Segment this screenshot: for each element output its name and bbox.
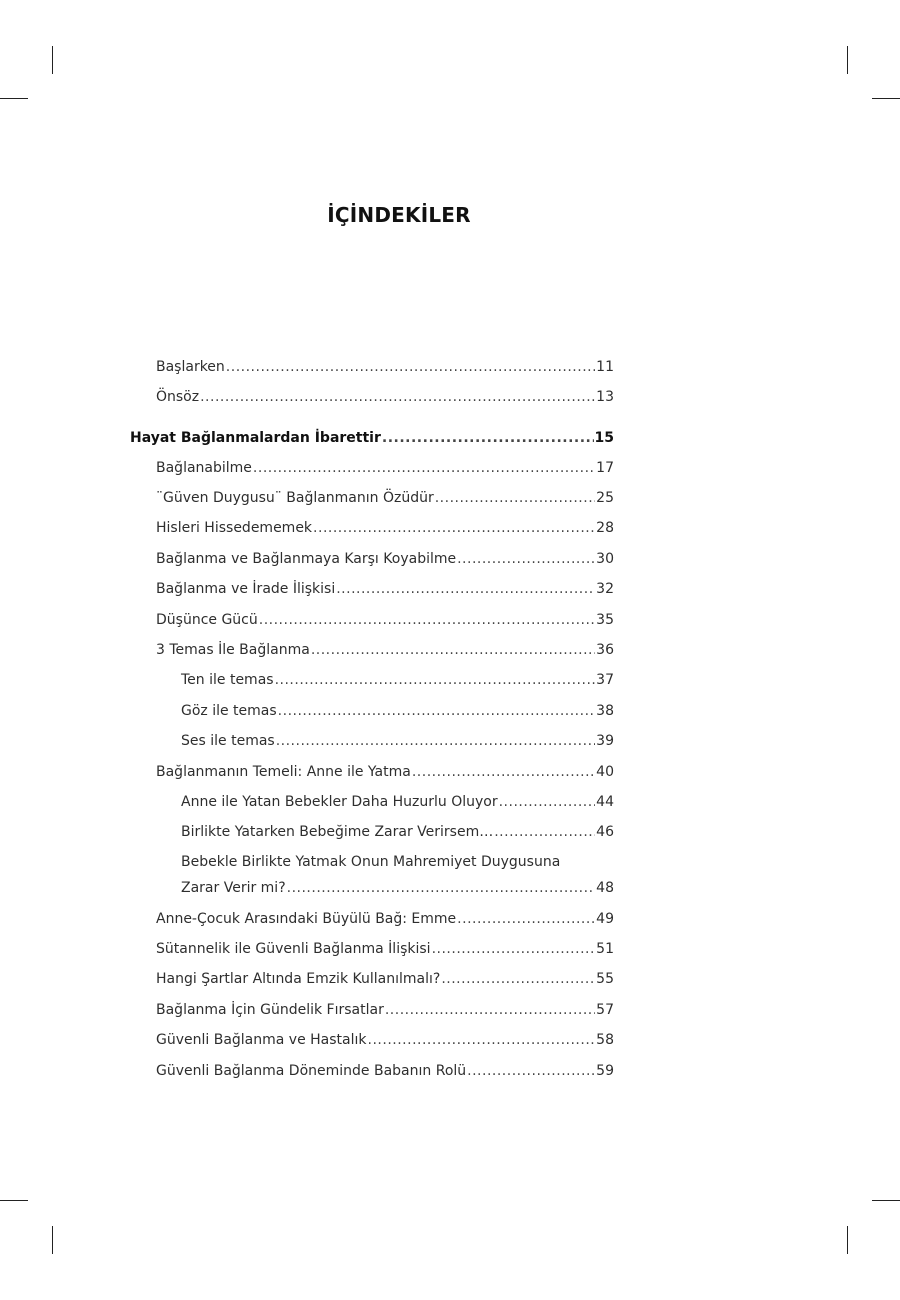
toc-entry-label: Düşünce Gücü xyxy=(156,612,258,628)
toc-entry-label: Hayat Bağlanmalardan İbarettir xyxy=(130,430,381,446)
toc-entry xyxy=(156,1001,614,1019)
toc-entry-page: 57 xyxy=(596,1002,614,1018)
toc-entry-page: 58 xyxy=(596,1032,614,1048)
toc-entry-page: 46 xyxy=(596,824,614,840)
toc-entry-label: Birlikte Yatarken Bebeğime Zarar Verirsem… xyxy=(181,824,494,840)
toc-entry-label: Anne ile Yatan Bebekler Daha Huzurlu Oluyor xyxy=(181,794,498,810)
crop-mark-top-left-vertical xyxy=(52,46,53,74)
crop-mark-bottom-left-vertical xyxy=(52,1226,53,1254)
toc-entry xyxy=(156,1031,614,1049)
leader-dots xyxy=(336,580,595,598)
toc-entry-label: Ses ile temas xyxy=(181,733,275,749)
toc-entry xyxy=(156,940,614,958)
toc-entry xyxy=(156,580,614,598)
leader-dots xyxy=(457,910,595,928)
crop-mark-top-right-horizontal xyxy=(872,98,900,99)
toc-entry-page: 37 xyxy=(596,672,614,688)
leader-dots xyxy=(311,641,595,659)
toc-entry-label: Hisleri Hissedememek xyxy=(156,520,313,536)
leader-dots xyxy=(385,1001,595,1019)
toc-entry-label: Bağlanma ve Bağlanmaya Karşı Koyabilme xyxy=(156,551,457,567)
leader-dots xyxy=(457,550,595,568)
toc-subentry xyxy=(181,702,614,720)
toc-entry xyxy=(156,1062,614,1080)
leader-dots xyxy=(441,970,595,988)
crop-mark-top-left-horizontal xyxy=(0,98,28,99)
leader-dots xyxy=(412,763,595,781)
toc-entry-page: 49 xyxy=(596,911,614,927)
toc-subentry xyxy=(181,823,614,841)
toc-entry xyxy=(156,459,614,477)
toc-entry-label: Anne-Çocuk Arasındaki Büyülü Bağ: Emme xyxy=(156,911,457,927)
toc-entry-page: 39 xyxy=(596,733,614,749)
toc-entry-page: 32 xyxy=(596,581,614,597)
toc-entry-page: 35 xyxy=(596,612,614,628)
page-title: İÇİNDEKİLER xyxy=(327,203,471,227)
toc-entry-label: Göz ile temas xyxy=(181,703,277,719)
leader-dots xyxy=(467,1062,595,1080)
toc-entry-label: Bebekle Birlikte Yatmak Onun Mahremiyet Duygusuna xyxy=(181,854,561,870)
toc-entry-label: Güvenli Bağlanma ve Hastalık xyxy=(156,1032,367,1048)
toc-entry xyxy=(156,388,614,406)
toc-entry-page: 30 xyxy=(596,551,614,567)
toc-entry-page: 38 xyxy=(596,703,614,719)
toc-entry-page: 13 xyxy=(596,389,614,405)
leader-dots xyxy=(278,702,596,720)
toc-entry-label: Bağlanabilme xyxy=(156,460,252,476)
toc-entry xyxy=(156,519,614,537)
toc-entry xyxy=(156,641,614,659)
toc-subentry xyxy=(181,732,614,750)
toc-subentry xyxy=(181,671,614,689)
leader-dots xyxy=(275,671,596,689)
toc-entry-label: Bağlanmanın Temeli: Anne ile Yatma xyxy=(156,764,411,780)
crop-mark-bottom-right-vertical xyxy=(847,1226,848,1254)
crop-mark-top-right-vertical xyxy=(847,46,848,74)
toc-entry-page: 28 xyxy=(596,520,614,536)
toc-entry-label: Sütannelik ile Güvenli Bağlanma İlişkisi xyxy=(156,941,431,957)
leader-dots xyxy=(435,489,595,507)
crop-mark-bottom-left-horizontal xyxy=(0,1200,28,1201)
toc-entry xyxy=(156,489,614,507)
toc-entry-label: Başlarken xyxy=(156,359,225,375)
toc-subentry-line1 xyxy=(181,853,614,871)
leader-dots xyxy=(287,879,596,897)
toc-entry-label: Önsöz xyxy=(156,389,200,405)
leader-dots xyxy=(313,519,595,537)
leader-dots xyxy=(259,611,595,629)
toc-entry xyxy=(156,611,614,629)
toc-entry-page: 17 xyxy=(596,460,614,476)
leader-dots xyxy=(382,429,594,447)
toc-entry-page: 36 xyxy=(596,642,614,658)
toc-entry-page: 11 xyxy=(596,359,614,375)
toc-entry xyxy=(156,358,614,376)
toc-entry-label: Güvenli Bağlanma Döneminde Babanın Rolü xyxy=(156,1063,467,1079)
leader-dots xyxy=(276,732,595,750)
toc-entry xyxy=(156,970,614,988)
toc-entry xyxy=(156,550,614,568)
toc-entry-page: 40 xyxy=(596,764,614,780)
toc-entry-label: Hangi Şartlar Altında Emzik Kullanılmalı? xyxy=(156,971,441,987)
toc-entry-label: 3 Temas İle Bağlanma xyxy=(156,642,310,658)
leader-dots xyxy=(253,459,595,477)
toc-entry-page: 15 xyxy=(594,430,614,446)
toc-entry-label: ¨Güven Duygusu¨ Bağlanmanın Özüdür xyxy=(156,490,434,506)
toc-entry-page: 48 xyxy=(596,880,614,896)
leader-dots xyxy=(499,793,596,811)
leader-dots xyxy=(368,1031,596,1049)
toc-entry-label: Bağlanma İçin Gündelik Fırsatlar xyxy=(156,1002,384,1018)
toc-entry-page: 51 xyxy=(596,941,614,957)
toc-entry xyxy=(156,763,614,781)
toc-entry-label: Zarar Verir mi? xyxy=(181,880,286,896)
toc-entry-label: Bağlanma ve İrade İlişkisi xyxy=(156,581,336,597)
toc-entry-label: Ten ile temas xyxy=(181,672,274,688)
toc-entry-page: 25 xyxy=(596,490,614,506)
toc-entry xyxy=(156,910,614,928)
toc-entry-page: 59 xyxy=(596,1063,614,1079)
toc-subentry xyxy=(181,879,614,897)
toc-subentry xyxy=(181,793,614,811)
toc-entry-page: 55 xyxy=(596,971,614,987)
leader-dots xyxy=(200,388,595,406)
leader-dots xyxy=(432,940,596,958)
toc-section-heading xyxy=(130,429,614,447)
leader-dots xyxy=(494,823,595,841)
toc-entry-page: 44 xyxy=(596,794,614,810)
crop-mark-bottom-right-horizontal xyxy=(872,1200,900,1201)
leader-dots xyxy=(226,358,595,376)
